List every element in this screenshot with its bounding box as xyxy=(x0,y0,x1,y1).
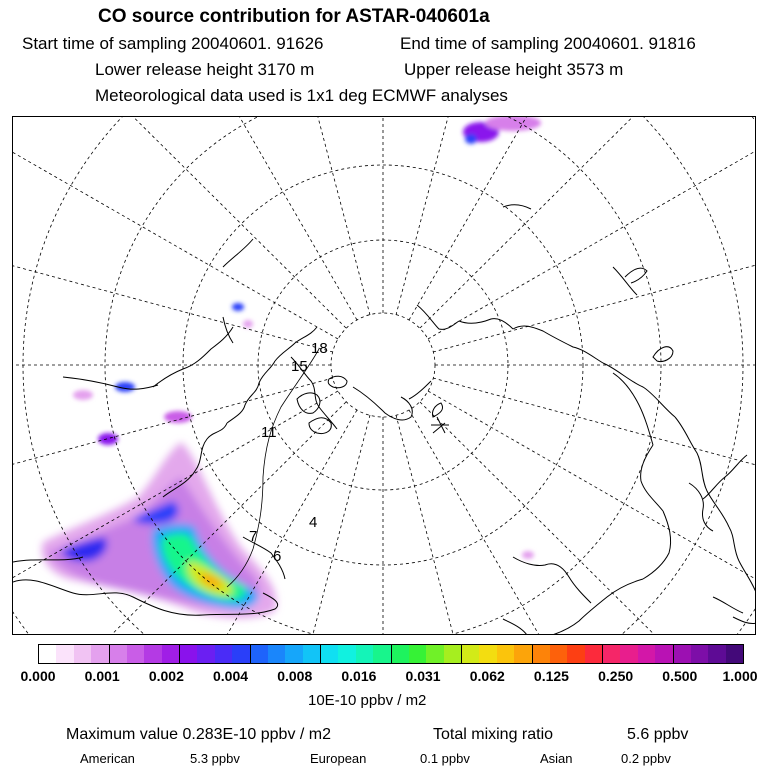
colorbar-swatch xyxy=(620,645,637,663)
colorbar xyxy=(38,644,744,664)
colorbar-swatch xyxy=(655,645,672,663)
colorbar-swatch xyxy=(497,645,514,663)
plot-title: CO source contribution for ASTAR-040601a xyxy=(98,6,490,27)
colorbar-swatch xyxy=(638,645,655,663)
colorbar-swatch xyxy=(532,645,550,663)
colorbar-swatch xyxy=(303,645,320,663)
american-value: 5.3 ppbv xyxy=(190,751,240,766)
end-time-label: End time of sampling 20040601. 91816 xyxy=(400,34,696,53)
colorbar-swatch xyxy=(144,645,161,663)
colorbar-swatch xyxy=(179,645,197,663)
traj-label-18: 18 xyxy=(311,340,328,357)
colorbar-swatch xyxy=(197,645,214,663)
colorbar-units: 10E-10 ppbv / m2 xyxy=(308,692,427,709)
colorbar-swatch xyxy=(550,645,567,663)
colorbar-swatch xyxy=(567,645,584,663)
colorbar-tick-label: 0.125 xyxy=(533,668,569,684)
colorbar-swatch xyxy=(373,645,390,663)
colorbar-swatch xyxy=(250,645,268,663)
total-mixing-label: Total mixing ratio xyxy=(433,726,554,743)
colorbar-swatch xyxy=(285,645,302,663)
colorbar-swatch xyxy=(602,645,620,663)
colorbar-swatch xyxy=(320,645,338,663)
colorbar-swatch xyxy=(691,645,708,663)
met-data-label: Meteorological data used is 1x1 deg ECMWF analyses xyxy=(95,86,508,105)
colorbar-swatch xyxy=(91,645,108,663)
upper-release-height-label: Upper release height 3573 m xyxy=(404,60,624,79)
colorbar-swatch xyxy=(726,645,743,663)
colorbar-swatch xyxy=(268,645,285,663)
european-label: European xyxy=(310,751,367,766)
colorbar-swatch xyxy=(673,645,691,663)
traj-label-7: 7 xyxy=(249,528,258,545)
map-panel xyxy=(12,116,756,635)
colorbar-swatch xyxy=(127,645,144,663)
asian-label: Asian xyxy=(540,751,573,766)
colorbar-swatch xyxy=(444,645,461,663)
traj-label-4: 4 xyxy=(309,514,318,531)
colorbar-tick-label: 0.250 xyxy=(598,668,634,684)
colorbar-swatch xyxy=(232,645,249,663)
colorbar-tick-label: 1.000 xyxy=(722,668,758,684)
colorbar-swatch xyxy=(585,645,602,663)
colorbar-swatch xyxy=(74,645,91,663)
colorbar-swatch xyxy=(215,645,232,663)
colorbar-swatch xyxy=(708,645,725,663)
trajectory-labels xyxy=(249,340,328,565)
polar-map xyxy=(13,117,756,635)
lower-release-height-label: Lower release height 3170 m xyxy=(95,60,315,79)
colorbar-swatch xyxy=(39,645,56,663)
traj-label-11: 11 xyxy=(261,424,277,441)
colorbar-tick-label: 0.016 xyxy=(341,668,377,684)
colorbar-tick-label: 0.002 xyxy=(148,668,184,684)
colorbar-tick-label: 0.001 xyxy=(84,668,120,684)
colorbar-tick-label: 0.000 xyxy=(20,668,56,684)
colorbar-swatch xyxy=(409,645,426,663)
total-mixing-value: 5.6 ppbv xyxy=(627,726,689,743)
european-value: 0.1 ppbv xyxy=(420,751,470,766)
colorbar-tick-label: 0.031 xyxy=(405,668,441,684)
asian-value: 0.2 ppbv xyxy=(621,751,671,766)
colorbar-swatch xyxy=(56,645,73,663)
traj-label-15: 15 xyxy=(291,358,308,375)
colorbar-swatch xyxy=(356,645,373,663)
colorbar-tick-label: 0.004 xyxy=(213,668,249,684)
traj-label-6: 6 xyxy=(273,548,282,565)
colorbar-swatch xyxy=(162,645,179,663)
max-value-label: Maximum value 0.283E-10 ppbv / m2 xyxy=(66,726,332,743)
colorbar-swatch xyxy=(391,645,409,663)
start-time-label: Start time of sampling 20040601. 91626 xyxy=(22,34,324,53)
colorbar-swatch xyxy=(461,645,479,663)
colorbar-swatch xyxy=(109,645,127,663)
colorbar-swatch xyxy=(426,645,443,663)
colorbar-swatch xyxy=(338,645,355,663)
colorbar-swatch xyxy=(514,645,531,663)
american-label: American xyxy=(80,751,135,766)
colorbar-tick-label: 0.500 xyxy=(662,668,698,684)
colorbar-swatch xyxy=(479,645,496,663)
colorbar-tick-label: 0.008 xyxy=(277,668,313,684)
colorbar-tick-label: 0.062 xyxy=(469,668,505,684)
